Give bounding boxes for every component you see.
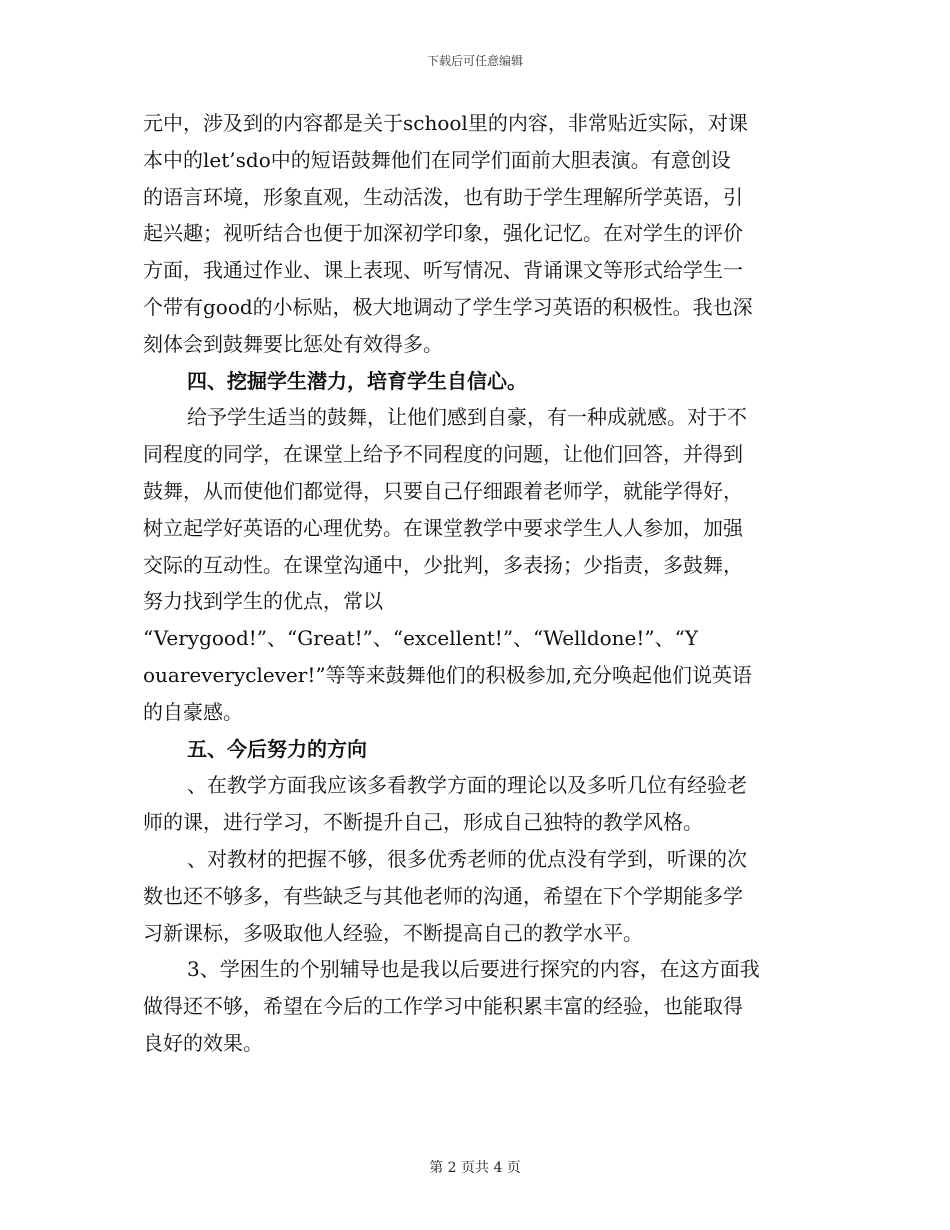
- paragraph-first-line: 3、学困生的个别辅导也是我以后要进行探究的内容，在这方面我: [187, 957, 760, 982]
- page-header: 下载后可任意编辑: [426, 54, 523, 68]
- text-line: 师的课，进行学习，不断提升自己，形成自己独特的教学风格。: [143, 810, 703, 835]
- text-line: 良好的效果。: [143, 1030, 263, 1055]
- text-line: 努力找到学生的优点，常以: [143, 589, 383, 614]
- text-line: 做得还不够，希望在今后的工作学习中能积累丰富的经验，也能取得: [143, 994, 743, 1019]
- page-footer: 第 2 页共 4 页: [429, 1160, 521, 1176]
- text-line: 交际的互动性。在课堂沟通中，少批判，多表扬；少指责，多鼓舞，: [143, 552, 743, 577]
- text-line: 鼓舞，从而使他们都觉得，只要自己仔细跟着老师学，就能学得好，: [143, 478, 743, 503]
- text-line: 个带有good的小标贴，极大地调动了学生学习英语的积极性。我也深: [143, 294, 753, 319]
- text-line: 起兴趣；视听结合也便于加深初学印象，强化记忆。在对学生的评价: [143, 221, 743, 246]
- text-line: 刻体会到鼓舞要比惩处有效得多。: [143, 331, 443, 356]
- text-line: 同程度的同学，在课堂上给予不同程度的问题，让他们回答，并得到: [143, 442, 743, 467]
- text-line: 本中的let’sdo中的短语鼓舞他们在同学们面前大胆表演。有意创设: [143, 147, 731, 172]
- section-heading: 五、今后努力的方向: [187, 736, 367, 761]
- text-line: “Verygood!”、“Great!”、“excellent!”、“Welldone!”、“Y: [143, 626, 699, 651]
- text-line: 元中，涉及到的内容都是关于school里的内容，非常贴近实际，对课: [143, 111, 748, 135]
- text-line: 数也还不够多，有些缺乏与其他老师的沟通，希望在下个学期能多学: [143, 883, 743, 908]
- text-line: 习新课标，多吸取他人经验，不断提高自己的教学水平。: [143, 920, 643, 945]
- text-line: ouareveryclever!”等等来鼓舞他们的积极参加,充分唤起他们说英语: [143, 662, 752, 687]
- paragraph-first-line: 给予学生适当的鼓舞，让他们感到自豪，有一种成就感。对于不: [187, 405, 747, 430]
- text-line: 的自豪感。: [143, 699, 243, 724]
- text-line: 方面，我通过作业、课上表现、听写情况、背诵课文等形式给学生一: [143, 258, 743, 283]
- document-body: [143, 105, 808, 1062]
- paragraph-first-line: 、在教学方面我应该多看教学方面的理论以及多听几位有经验老: [187, 773, 747, 798]
- section-heading: 四、挖掘学生潜力，培育学生自信心。: [187, 368, 527, 393]
- paragraph-first-line: 、对教材的把握不够，很多优秀老师的优点没有学到，听课的次: [187, 846, 747, 871]
- text-line: 的语言环境，形象直观，生动活泼，也有助于学生理解所学英语，引: [143, 184, 743, 209]
- text-line: 树立起学好英语的心理优势。在课堂教学中要求学生人人参加，加强: [143, 515, 743, 540]
